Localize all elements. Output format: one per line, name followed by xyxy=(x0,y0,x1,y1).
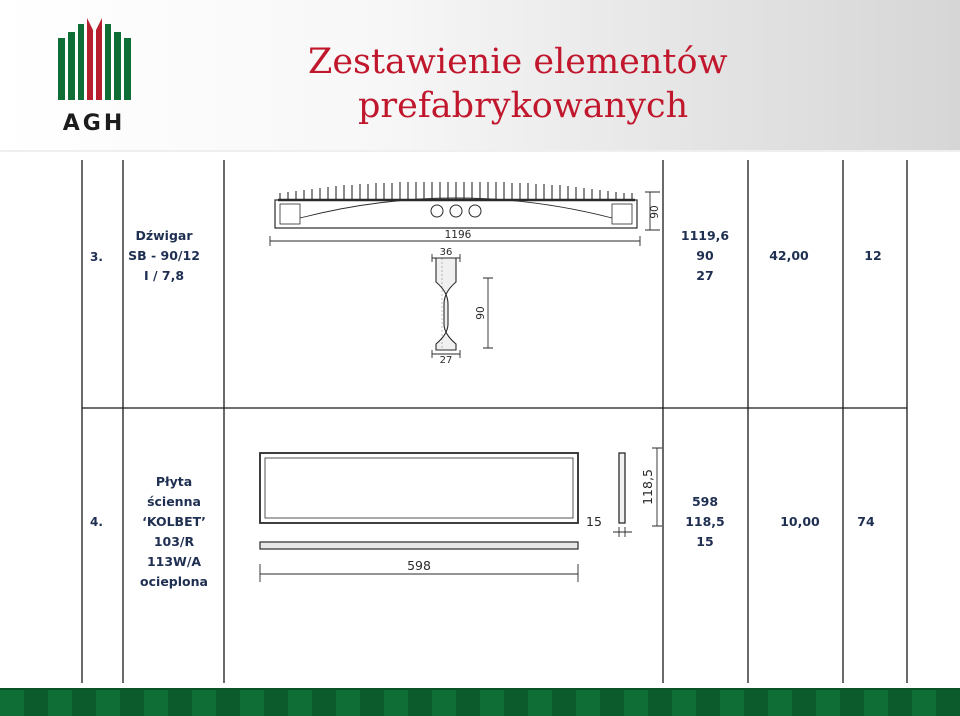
title-line-1: Zestawienie elementów xyxy=(308,42,728,82)
section-top-label: 36 xyxy=(439,247,453,258)
girder-height-label: 90 xyxy=(649,205,661,219)
element-table xyxy=(80,160,909,683)
title-line-2: prefabrykowanych xyxy=(358,86,689,126)
dimension-value: 90 xyxy=(696,248,714,263)
agh-logo xyxy=(56,16,132,134)
dimension-value: 27 xyxy=(696,268,714,283)
element-name xyxy=(128,228,200,283)
unit-value: 10,00 xyxy=(780,514,820,529)
unit-value: 42,00 xyxy=(769,248,809,263)
panel-thickness-label: 15 xyxy=(586,514,602,529)
footer-bar xyxy=(0,690,960,716)
row-number: 4. xyxy=(90,515,103,529)
girder-cross-section xyxy=(432,254,493,358)
panel-length-label: 598 xyxy=(407,558,431,573)
panel-height-label: 118,5 xyxy=(640,469,655,505)
quantity-value: 74 xyxy=(857,514,875,529)
section-bottom-label: 27 xyxy=(439,355,453,366)
quantity-value: 12 xyxy=(864,248,882,263)
dimensions xyxy=(681,228,730,283)
girder-length-label: 1196 xyxy=(444,229,472,241)
header-separator xyxy=(0,150,960,152)
table-grid xyxy=(82,160,907,683)
girder-opening xyxy=(450,205,462,217)
girder-stirrups xyxy=(280,182,632,200)
dimension-value: 1119,6 xyxy=(680,228,730,243)
dimension-value: 598 xyxy=(691,494,719,509)
girder-opening xyxy=(431,205,443,217)
row-number: 3. xyxy=(90,250,103,264)
dimensions xyxy=(685,494,725,549)
panel-side-view xyxy=(619,453,625,523)
element-name-line: 113W/A xyxy=(146,554,202,569)
logo-text: AGH xyxy=(62,111,126,134)
dimension-value: 118,5 xyxy=(685,514,725,529)
table-row xyxy=(90,448,875,589)
slide-title xyxy=(308,40,928,128)
element-name xyxy=(140,474,208,589)
section-outline xyxy=(436,258,456,350)
element-name-line: 103/R xyxy=(153,534,195,549)
section-height-label: 90 xyxy=(475,306,487,320)
element-name-line: ocieplona xyxy=(140,574,208,589)
element-name-line: SB - 90/12 xyxy=(128,248,200,263)
panel-front-view xyxy=(260,453,578,523)
table-row xyxy=(90,182,882,366)
element-name-line: Płyta xyxy=(155,474,193,489)
element-name-line: ‘KOLBET’ xyxy=(142,514,206,529)
dimension-value: 15 xyxy=(696,534,714,549)
element-name-line: ścienna xyxy=(147,494,201,509)
girder-opening xyxy=(469,205,481,217)
panel-edge-view xyxy=(260,542,578,549)
girder-body xyxy=(275,200,637,228)
element-name-line: Dźwigar xyxy=(135,228,193,243)
agh-logo-mark-icon xyxy=(58,18,131,100)
element-name-line: I / 7,8 xyxy=(143,268,185,283)
